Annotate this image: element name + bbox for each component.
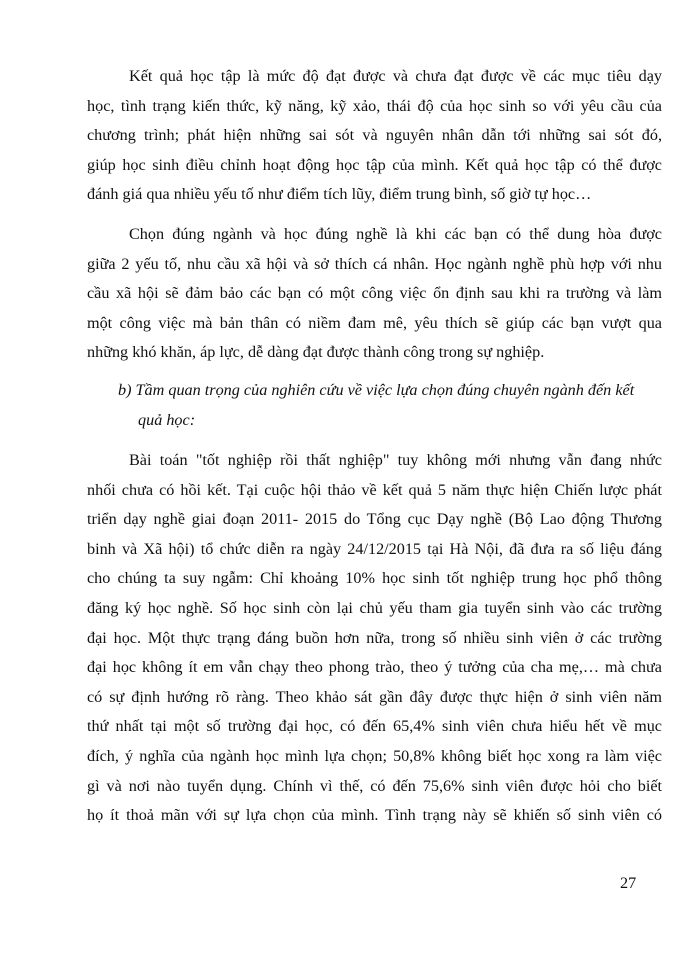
paragraph-line: triển dạy nghề giai đoạn 2011- 2015 do Tổng cục Dạy nghề (Bộ Lao động Thương: [87, 510, 662, 529]
paragraph-line: có sự định hướng rõ ràng. Theo khảo sát gần đây được thực hiện ở sinh viên năm: [87, 687, 662, 706]
paragraph-line: đại học không ít em vẫn chạy theo phong trào, theo ý tưởng của cha mẹ,… mà chưa: [87, 658, 662, 677]
paragraph-line: đăng ký học nghề. Số học sinh còn lại chủ yếu tham gia tuyển sinh vào các trường: [87, 598, 662, 617]
paragraph-line: họ ít thoả mãn với sự lựa chọn của mình. Tình trạng này sẽ khiến số sinh viên có: [87, 806, 662, 825]
paragraph-choosing-major: [87, 220, 662, 368]
paragraph-line: đích, ý nghĩa của ngành học mình lựa chọn; 50,8% không biết học xong ra làm việc: [87, 746, 662, 765]
paragraph-line: Chọn đúng ngành và học đúng nghề là khi các bạn có thể dung hòa được: [129, 225, 662, 243]
paragraph-line: đại học. Một thực trạng đáng buồn hơn nữa, trong số nhiều sinh viên ở các trường: [87, 628, 662, 647]
paragraph-academic-results: [87, 62, 662, 210]
paragraph-line: chương trình; phát hiện những sai sót và nguyên nhân dẫn tới những sai sót đó,: [87, 126, 662, 145]
paragraph-line: những khó khăn, áp lực, dễ dàng đạt được thành công trong sự nghiệp.: [87, 343, 545, 362]
paragraph-line: binh và Xã hội) tổ chức diễn ra ngày 24/12/2015 tại Hà Nội, đã đưa ra số liệu đáng: [87, 539, 662, 558]
paragraph-line: gì và nơi nào tuyển dụng. Chính vì thế, có đến 75,6% sinh viên được hỏi cho biết: [87, 776, 662, 795]
paragraph-line: đánh giá qua nhiều yếu tố như điểm tích lũy, điểm trung bình, số giờ tự học…: [87, 185, 592, 204]
paragraph-line: nhối chưa có hồi kết. Tại cuộc hội thảo về kết quả 5 năm thực hiện Chiến lược phát: [87, 480, 662, 499]
paragraph-line: Kết quả học tập là mức độ đạt được và chưa đạt được về các mục tiêu dạy: [129, 67, 662, 85]
paragraph-line: một công việc mà bản thân có niềm đam mê, yêu thích sẽ giúp các bạn vượt qua: [87, 313, 662, 332]
page-number: 27: [620, 874, 637, 892]
paragraph-line: cầu xã hội sẽ đảm bảo các bạn có một công việc ổn định sau khi ra trường và làm: [87, 284, 662, 303]
paragraph-line: Bài toán "tốt nghiệp rồi thất nghiệp" tuy không mới nhưng vẫn đang nhức: [129, 451, 662, 469]
paragraph-unemployment-problem: [87, 446, 662, 831]
paragraph-line: cho chúng ta suy ngẫm: Chỉ khoảng 10% học sinh tốt nghiệp trung học phổ thông: [87, 569, 662, 588]
section-heading-b: [118, 376, 663, 435]
heading-line: b) Tầm quan trọng của nghiên cứu về việc lựa chọn đúng chuyên ngành đến kết: [118, 381, 635, 399]
paragraph-line: học, tình trạng kiến thức, kỹ năng, kỹ xảo, thái độ của học sinh so với yêu cầu của: [87, 96, 662, 115]
heading-line: quả học:: [138, 410, 196, 429]
paragraph-line: thứ nhất tại một số trường đại học, có đến 65,4% sinh viên chưa hiểu hết về mục: [87, 717, 662, 736]
paragraph-line: giúp học sinh điều chỉnh hoạt động học tập của mình. Kết quả học tập có thể được: [87, 155, 662, 174]
paragraph-line: giữa 2 yếu tố, nhu cầu xã hội và sở thích cá nhân. Học ngành nghề phù hợp với nhu: [87, 254, 662, 273]
